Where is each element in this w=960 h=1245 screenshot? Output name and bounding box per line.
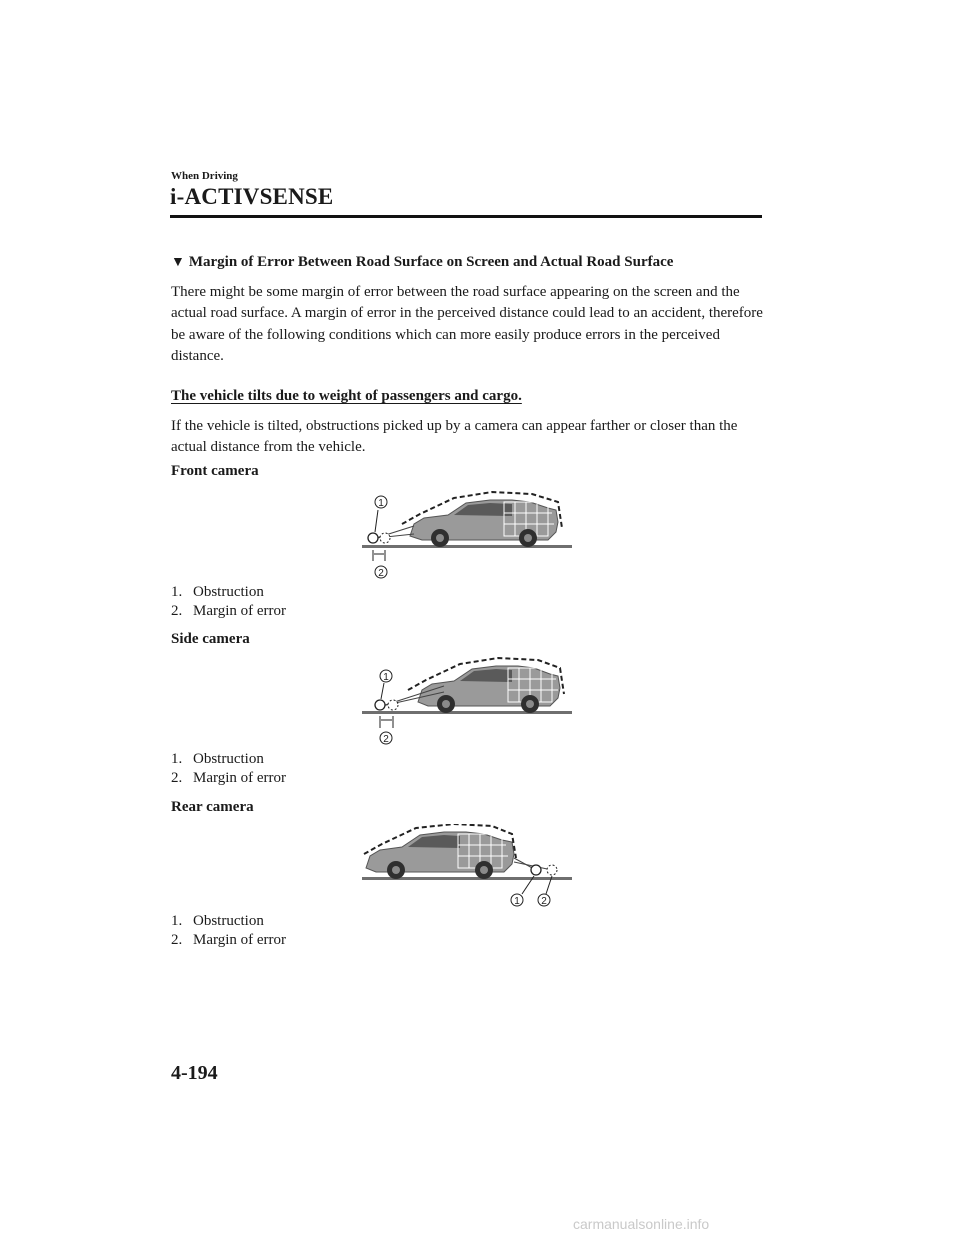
rear-camera-label: Rear camera [171,799,254,815]
callout-1-text: 1 [514,896,520,907]
front-camera-illustration [362,488,574,580]
triangle-marker-icon: ▼ [171,255,185,270]
front-camera-label: Front camera [171,463,259,479]
car-window [460,669,512,682]
obstruction-marker [531,865,541,875]
footer-watermark: carmanualsonline.info [573,1216,710,1232]
subheading-text: Margin of Error Between Road Surface on Screen and Actual Road Surface [188,254,674,270]
page-number: 4-194 [171,1062,218,1084]
intro-paragraph: There might be some margin of error between the road surface appearing on the screen and the actual road surface. A margin of error in the perceived distance could lead to an accident, therefore be aware of the following conditions which can more easily produce errors in the perceived distance. [171,284,763,364]
callout-2-text: 2 [378,568,384,579]
rear-camera-illustration [362,824,574,912]
perceived-obstruction-marker [380,533,390,543]
header-rule [170,215,762,218]
perceived-obstruction-marker [388,700,398,710]
callout-1-text: 1 [383,672,389,683]
legend-item: 1. Obstruction [171,751,264,767]
chapter-title: i-ACTIVSENSE [170,184,334,209]
condition-title: The vehicle tilts due to weight of passengers and cargo. [171,388,522,404]
subheading [171,254,673,271]
side-camera-legend [171,750,286,788]
legend-item: 1. Obstruction [171,913,264,929]
condition-paragraph: If the vehicle is tilted, obstructions picked up by a camera can appear farther or closer than the actual distance from the vehicle. [171,418,738,456]
rear-camera-legend [171,912,286,950]
callout-2-text: 2 [383,734,389,745]
car-window [408,835,460,848]
section-label: When Driving [171,170,238,182]
obstruction-marker [375,700,385,710]
front-camera-legend [171,583,286,621]
side-camera-label: Side camera [171,631,250,647]
legend-item: 1. Obstruction [171,584,264,600]
callout-2-text: 2 [541,896,547,907]
legend-item: 2. Margin of error [171,603,287,619]
callout-1-text: 1 [378,498,384,509]
obstruction-marker [368,533,378,543]
perceived-obstruction-marker [547,865,557,875]
legend-item: 2. Margin of error [171,770,287,786]
road-surface [362,711,572,714]
legend-item: 2. Margin of error [171,932,287,948]
side-camera-illustration [362,656,574,748]
road-surface [362,545,572,548]
